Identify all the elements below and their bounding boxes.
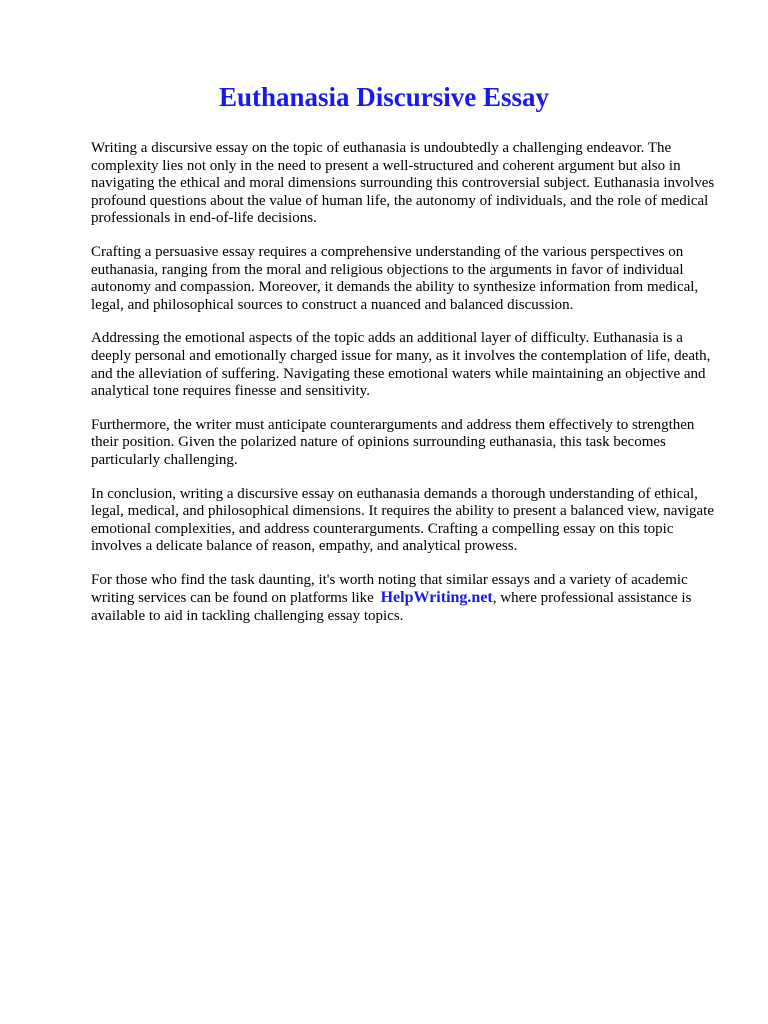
paragraph-6-before-link: For those who find the task daunting, it's worth noting that similar essays and a variety of academic writing services can be found on platforms like <box>91 571 688 607</box>
paragraph-5: In conclusion, writing a discursive essay on euthanasia demands a thorough understanding of ethical, legal, medical, and philosophical dimensions. It requires the ability to present a balanced view, navigate emotional complexities, and address counterarguments. Crafting a compelling essay on this topic involves a delicate balance of reason, empathy, and analytical prowess. <box>91 485 714 555</box>
paragraph-1: Writing a discursive essay on the topic of euthanasia is undoubtedly a challenging endeavor. The complexity lies not only in the need to present a well-structured and coherent argument but also in navigating the ethical and moral dimensions surrounding this controversial subject. Euthanasia involves profound questions about the value of human life, the autonomy of individuals, and the role of medical professionals in end-of-life decisions. <box>91 140 715 227</box>
document-title: Euthanasia Discursive Essay <box>218 82 550 112</box>
paragraph-2: Crafting a persuasive essay requires a comprehensive understanding of the various perspectives on euthanasia, ranging from the moral and religious objections to the arguments in favor of individual autonomy and compassion. Moreover, it demands the ability to synthesize information from medical, legal, and philosophical sources to construct a nuanced and balanced discussion. <box>91 243 699 313</box>
paragraph-4: Furthermore, the writer must anticipate counterarguments and address them effectively to strengthen their position. Given the polarized nature of opinions surrounding euthanasia, this task becomes particularly challenging. <box>91 416 695 468</box>
paragraph-6-after-link: , where professional assistance is available to aid in tackling challenging essay topics. <box>91 590 692 625</box>
paragraph-3: Addressing the emotional aspects of the topic adds an additional layer of difficulty. Euthanasia is a deeply personal and emotionally charged issue for many, as it involves the contemplation of life, death, and the alleviation of suffering. Navigating these emotional waters while maintaining an objective and analytical tone requires finesse and sensitivity. <box>91 330 711 400</box>
paragraph-6 <box>91 572 720 626</box>
helpwriting-link[interactable]: HelpWriting.net <box>380 589 493 607</box>
